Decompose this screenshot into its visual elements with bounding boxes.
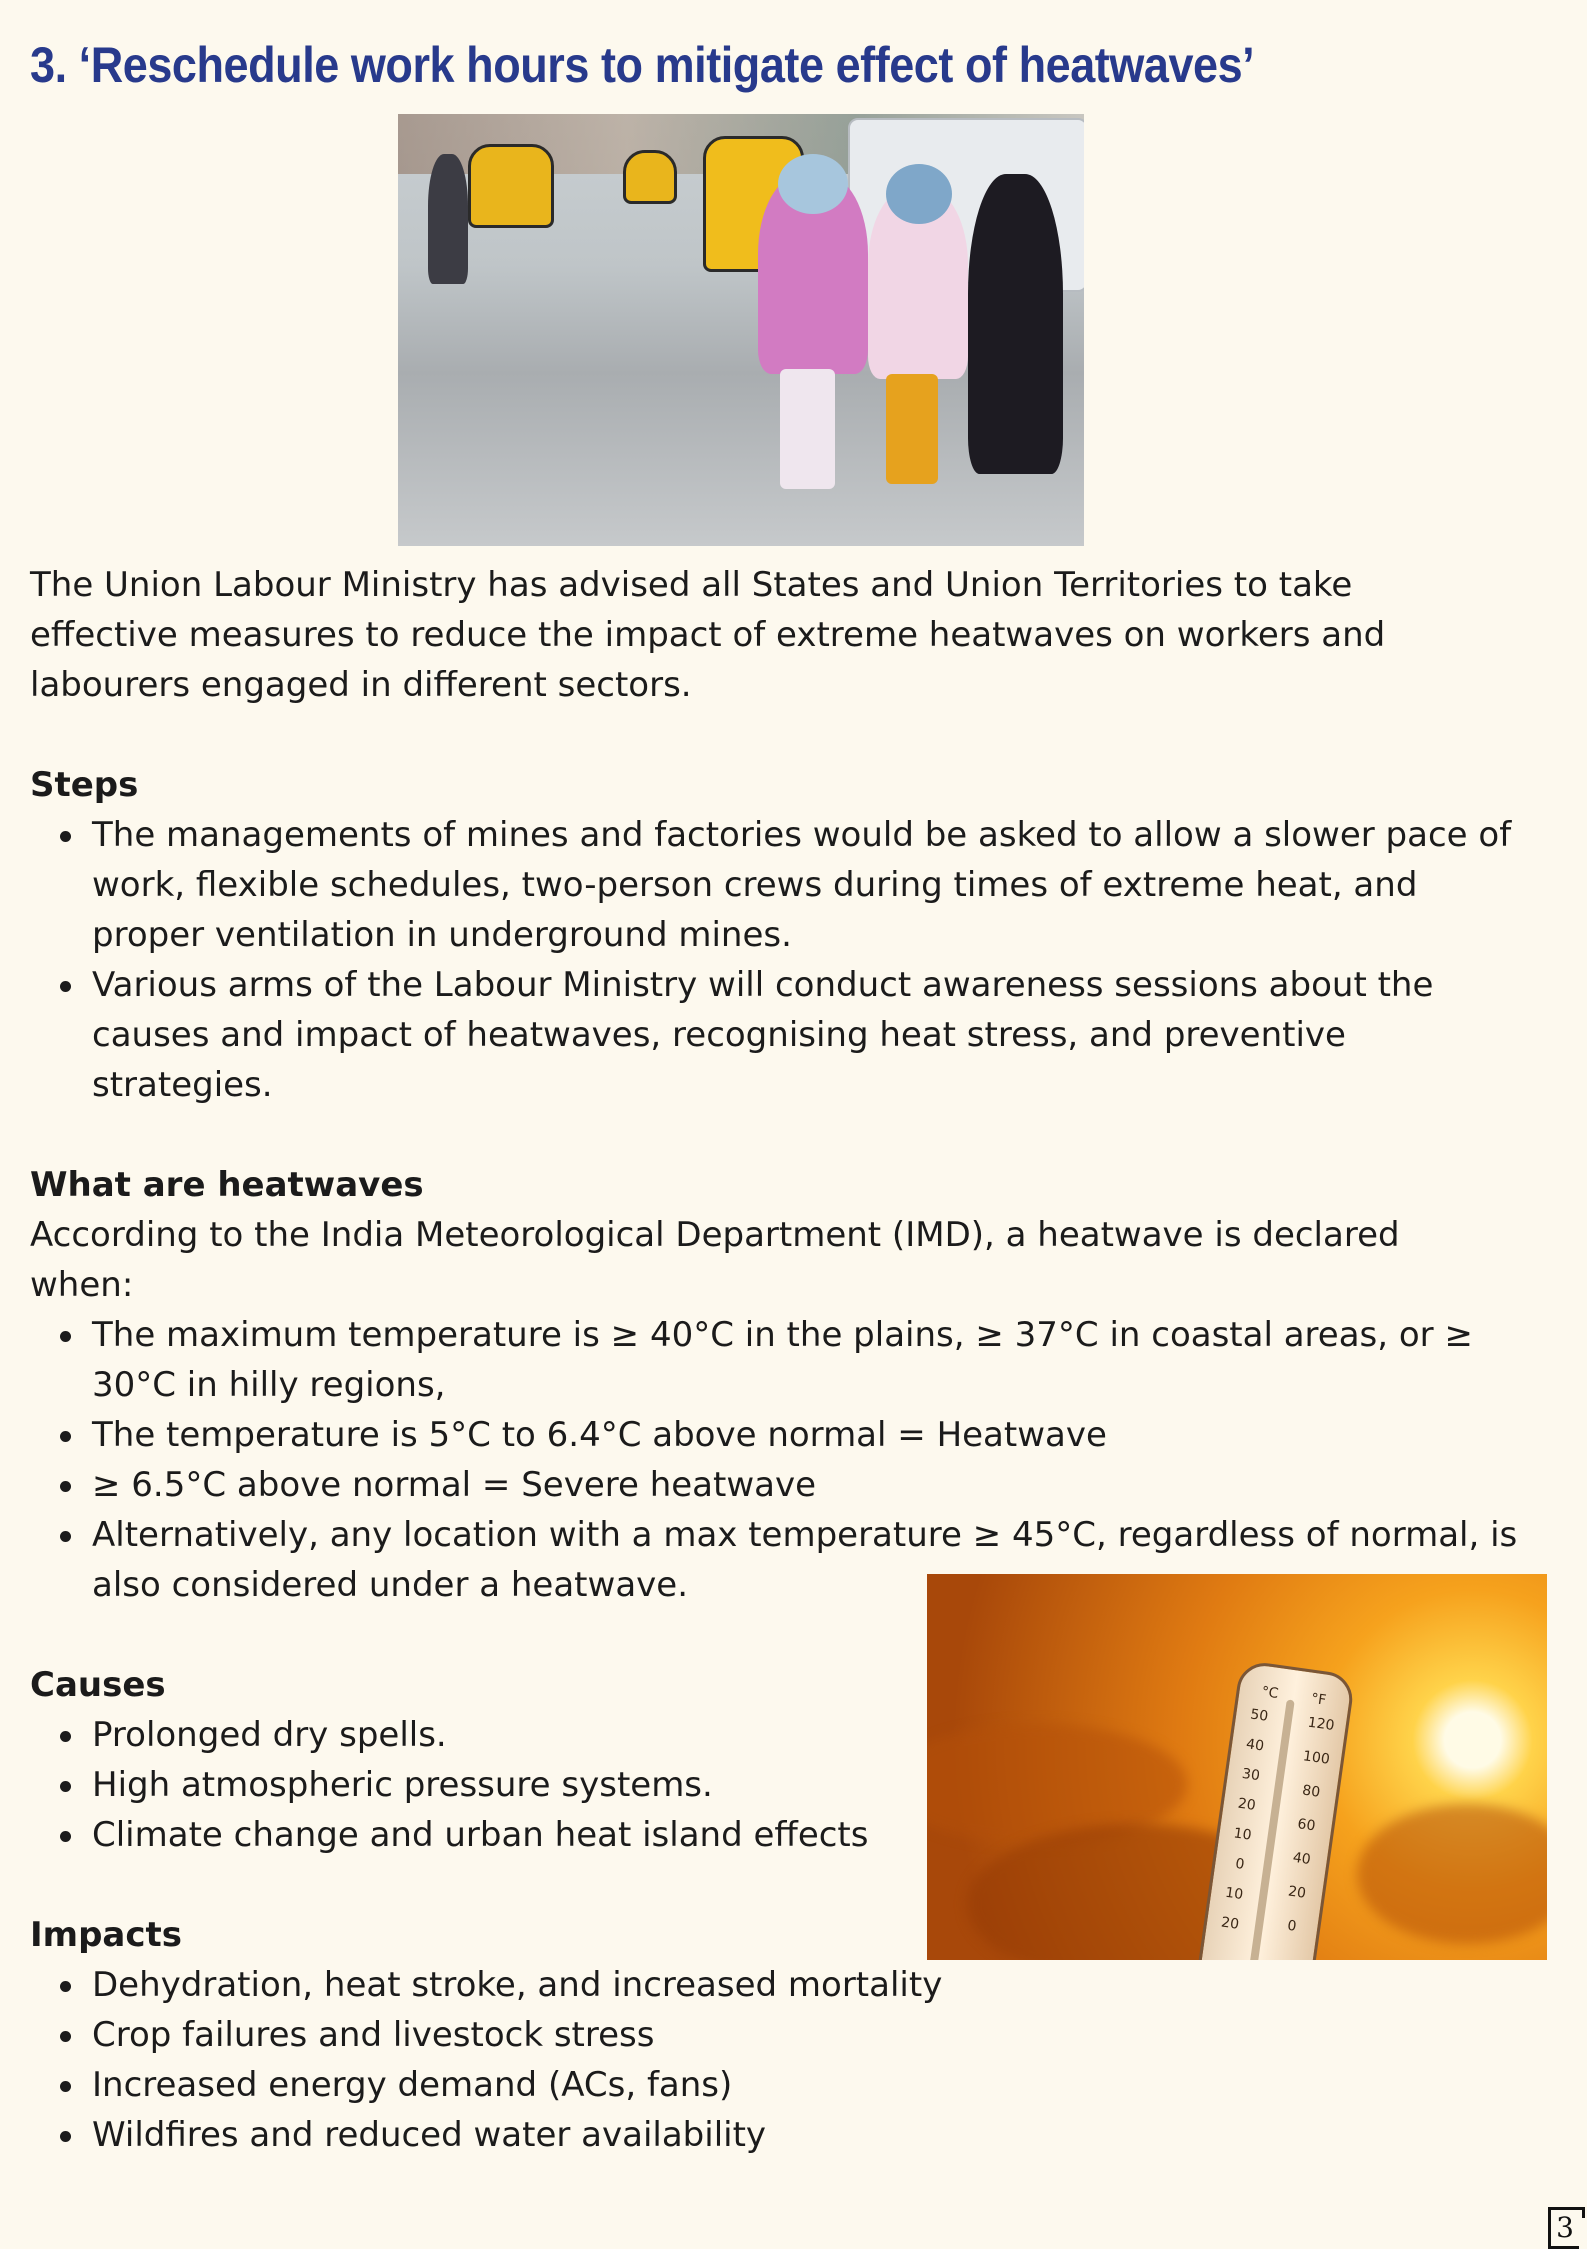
fahrenheit-tick-label: 60 [1296, 1816, 1317, 1835]
celsius-tick-label: 20 [1220, 1914, 1240, 1933]
woman-pink-headscarf [778, 154, 848, 214]
fahrenheit-tick-label: 40 [1291, 1849, 1312, 1869]
auto-rickshaw [468, 144, 554, 228]
heatwaves-heading: What are heatwaves [30, 1165, 424, 1205]
celsius-tick-label: 50 [1249, 1706, 1270, 1725]
list-item: Dehydration, heat stroke, and increased mortality [30, 1960, 1530, 2010]
list-item: ≥ 6.5°C above normal = Severe heatwave [30, 1460, 1530, 1510]
woman-floral-headscarf [886, 164, 952, 224]
list-item: Prolonged dry spells. [30, 1710, 910, 1760]
celsius-tick-label: 20 [1236, 1795, 1257, 1814]
impacts-heading: Impacts [30, 1915, 183, 1955]
celsius-unit: °C [1260, 1683, 1280, 1703]
causes-heading: Causes [30, 1665, 166, 1705]
fahrenheit-tick-label: 0 [1286, 1917, 1298, 1935]
intro-paragraph: The Union Labour Ministry has advised all States and Union Territories to take effective measures to reduce the impact of extreme heatwaves on workers and labourers engaged in different sectors. [30, 565, 1386, 705]
woman-floral-legs [886, 374, 938, 484]
heatwave-criteria-list [30, 1310, 1530, 1610]
scooter-rider [428, 154, 468, 284]
woman-black [968, 174, 1063, 474]
list-item: Alternatively, any location with a max temperature ≥ 45°C, regardless of normal, is also considered under a heatwave. [30, 1510, 1528, 1610]
list-item: Climate change and urban heat island effects [30, 1810, 910, 1860]
fahrenheit-tick-label: 120 [1306, 1714, 1336, 1735]
steps-list [30, 810, 1530, 1110]
fahrenheit-tick-label: 80 [1301, 1782, 1322, 1801]
list-item: Increased energy demand (ACs, fans) [30, 2060, 1530, 2110]
celsius-tick-label: 10 [1224, 1884, 1245, 1904]
causes-list [30, 1710, 910, 1860]
celsius-tick-label: 40 [1245, 1736, 1265, 1755]
page-number: 3 [1548, 2207, 1579, 2249]
list-item: The managements of mines and factories would be asked to allow a slower pace of work, flexible schedules, two-person crews during times of extreme heat, and proper ventilation in underground mines. [30, 810, 1530, 960]
celsius-tick-label: 0 [1234, 1855, 1246, 1873]
thermometer-sun-photo [927, 1574, 1547, 1960]
celsius-tick-label: 30 [1240, 1765, 1261, 1785]
street-heatwave-photo [398, 114, 1084, 546]
fahrenheit-unit: °F [1310, 1690, 1328, 1709]
list-item: High atmospheric pressure systems. [30, 1760, 910, 1810]
heatwave-definition-text: According to the India Meteorological Department (IMD), a heatwave is declared when: [30, 1215, 1400, 1305]
fahrenheit-tick-label: 100 [1301, 1748, 1331, 1768]
list-item: Crop failures and livestock stress [30, 2010, 1530, 2060]
fahrenheit-tick-label: 20 [1287, 1883, 1307, 1902]
list-item: Various arms of the Labour Ministry will conduct awareness sessions about the causes and impact of heatwaves, recognising heat stress, and preventive strategies. [30, 960, 1530, 1110]
celsius-tick-label: 10 [1232, 1825, 1253, 1844]
page-title: 3. ‘Reschedule work hours to mitigate effect of heatwaves’ [30, 37, 1255, 93]
cloud [1357, 1804, 1547, 1944]
auto-rickshaw [623, 150, 677, 204]
list-item: The maximum temperature is ≥ 40°C in the plains, ≥ 37°C in coastal areas, or ≥ 30°C in hilly regions, [30, 1310, 1530, 1410]
impacts-list [30, 1960, 1530, 2160]
thermometer [1194, 1660, 1356, 1960]
list-item: The temperature is 5°C to 6.4°C above normal = Heatwave [30, 1410, 1530, 1460]
steps-heading: Steps [30, 765, 139, 805]
list-item: Wildfires and reduced water availability [30, 2110, 1530, 2160]
woman-pink-legs [780, 369, 835, 489]
